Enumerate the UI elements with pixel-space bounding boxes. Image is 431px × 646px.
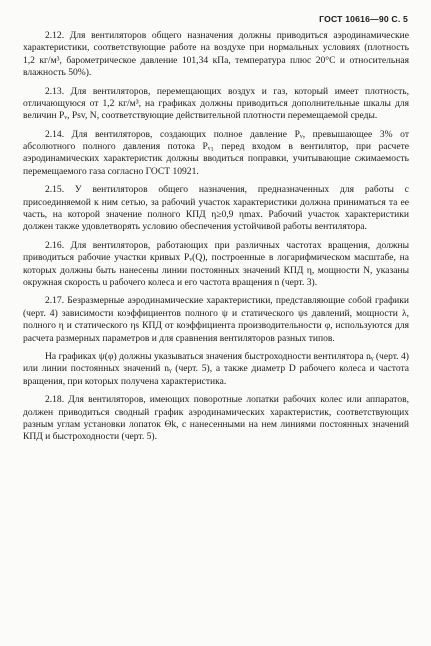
paragraph-2-12: 2.12. Для вентиляторов общего назначения должны приводиться аэродинамические характеристики, соответствующие работе на воздухе при нормальных условиях (плотность 1,2 кг/м³, барометрическое давление 101,34 кПа, температура плюс 20°C и относительная влажность 50%).	[23, 30, 409, 79]
paragraph-2-13: 2.13. Для вентиляторов, перемещающих воздух и газ, который имеет плотность, отличающуюся от 1,2 кг/м³, на графиках должны приводиться дополнительные шкалы для величин Pᵥ, Psv, N, соответствующие действительной плотности перемещаемой среды.	[23, 85, 409, 122]
page-header: ГОСТ 10616—90 С. 5	[319, 14, 408, 24]
document-body	[23, 30, 409, 450]
paragraph-2-16: 2.16. Для вентиляторов, работающих при различных частотах вращения, должны приводиться рабочие участки кривых Pᵥ(Q), построенные в логарифмическом масштабе, на которых должны быть нанесены линии постоянных значений КПД η, мощности N, указаны окружная скорость u рабочего колеса и его частота вращения n (черт. 3).	[23, 239, 409, 288]
paragraph-2-17: 2.17. Безразмерные аэродинамические характеристики, представляющие собой графики (черт. 4) зависимости коэффициентов полного ψ и статического ψs давлений, мощности λ, полного η и статического ηs КПД от коэффициента производительности φ, используются для расчета размерных параметров и для сравнения вентиляторов разных типов.	[23, 295, 409, 344]
paragraph-2-14: 2.14. Для вентиляторов, создающих полное давление Pᵥ, превышающее 3% от абсолютного полного давления потока Pᵥ₁ перед входом в вентилятор, при расчете аэродинамических характеристик должны вводиться поправки, учитывающие сжимаемость перемещаемого газа согласно ГОСТ 10921.	[23, 128, 409, 177]
paragraph-2-17-cont: На графиках ψ(φ) должны указываться значения быстроходности вентилятора nᵧ (черт. 4) или линии постоянных значений nᵧ (черт. 5), а также диаметр D рабочего колеса и частота вращения, при которых получена характеристика.	[23, 351, 409, 387]
paragraph-2-15: 2.15. У вентиляторов общего назначения, предназначенных для работы с присоединяемой к ним сетью, за рабочий участок характеристики должна приниматься та ее часть, на которой значение полного КПД η≥0,9 ηmax. Рабочий участок характеристики должен также удовлетворять условию обеспечения устойчивой работы вентилятора.	[23, 184, 409, 233]
paragraph-2-18: 2.18. Для вентиляторов, имеющих поворотные лопатки рабочих колес или аппаратов, должен приводиться сводный график аэродинамических характеристик, соответствующих разным углам установки лопаток Θk, с нанесенными на нем линиями постоянных значений КПД и быстроходности (черт. 5).	[23, 394, 409, 443]
